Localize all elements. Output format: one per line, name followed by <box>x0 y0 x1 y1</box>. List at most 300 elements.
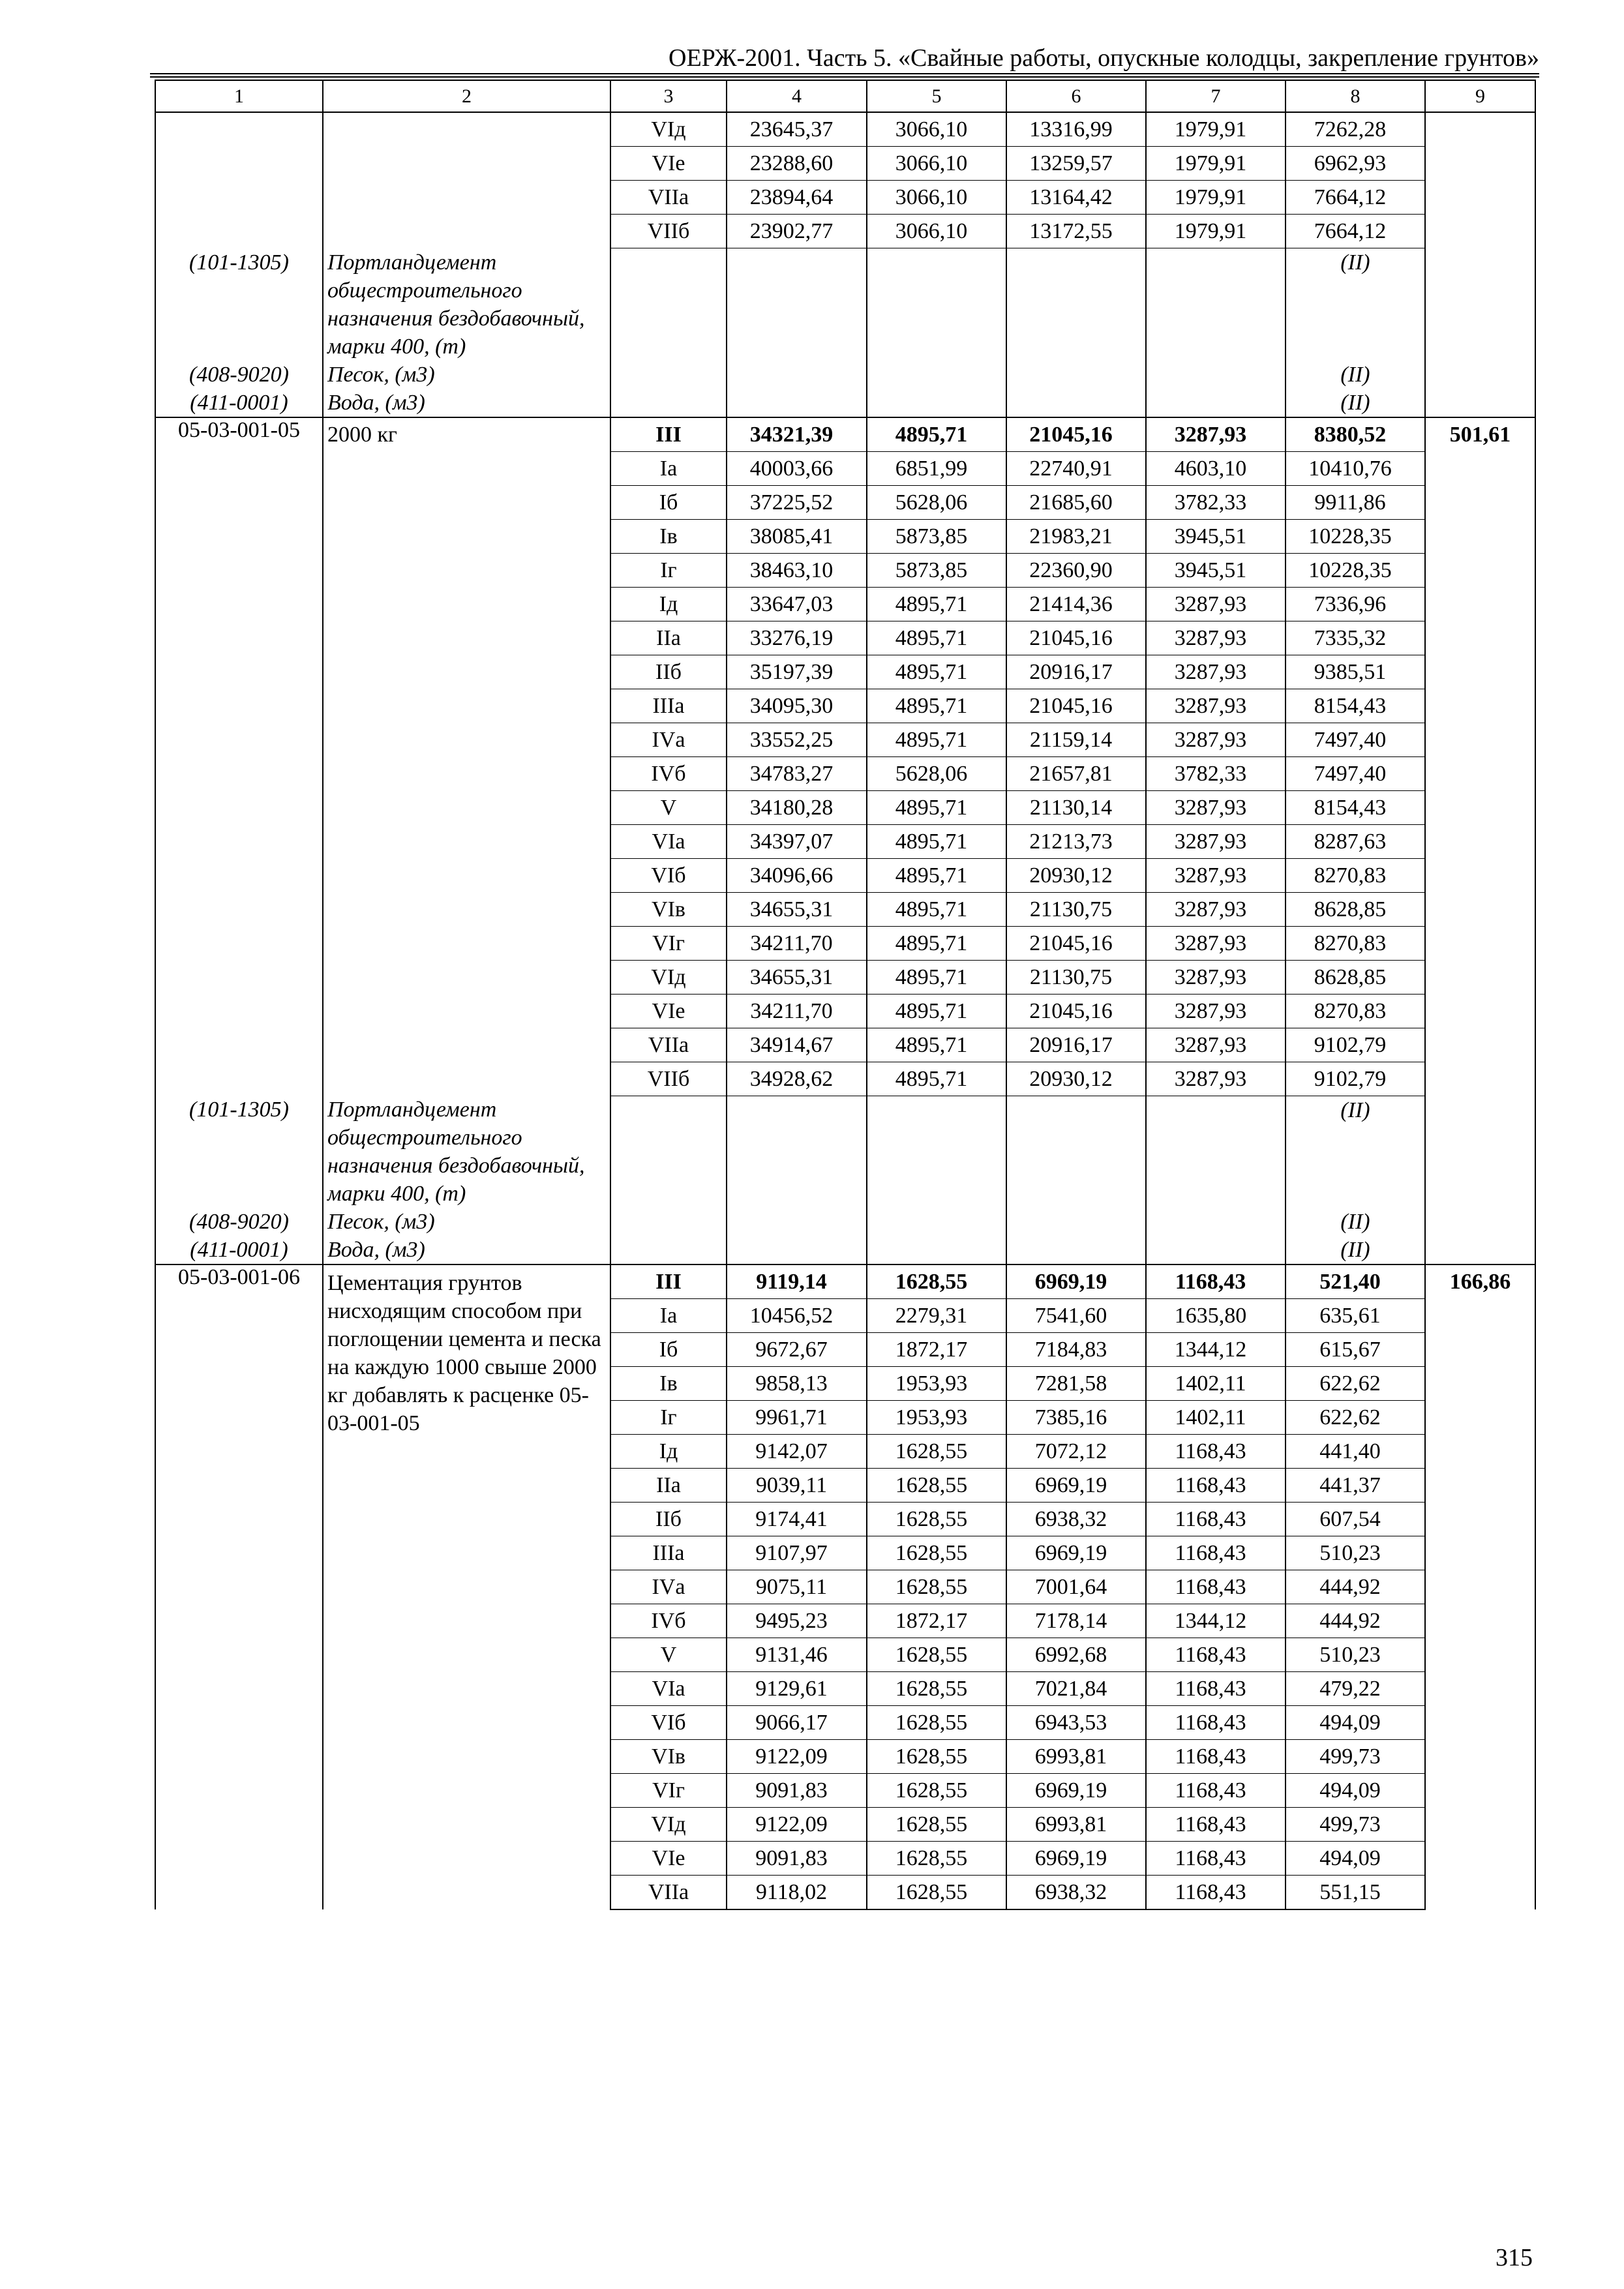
zone-class: Iд <box>610 587 727 621</box>
cell-value: 3287,93 <box>1146 723 1286 756</box>
cell-value: 8628,85 <box>1286 892 1425 926</box>
empty-cell <box>1146 389 1286 417</box>
cell-value: 21045,16 <box>1006 621 1146 655</box>
resource-class: (II) <box>1286 361 1425 389</box>
cell-value: 23902,77 <box>727 215 867 248</box>
cell-value: 3287,93 <box>1146 655 1286 689</box>
resource-row <box>155 389 1535 417</box>
cell-value: 7664,12 <box>1286 181 1425 215</box>
cell-value: 4895,71 <box>867 723 1006 756</box>
cell-value: 7184,83 <box>1006 1333 1146 1367</box>
zone-class: IVа <box>610 723 727 756</box>
rates-table <box>155 80 1536 1910</box>
cell-value: 1168,43 <box>1146 1706 1286 1740</box>
header-rule <box>150 73 1539 74</box>
cell-value: 6938,32 <box>1006 1503 1146 1536</box>
cell-value: 3287,93 <box>1146 858 1286 892</box>
cell-value: 1168,43 <box>1146 1536 1286 1570</box>
cell-value: 1168,43 <box>1146 1570 1286 1604</box>
cell-value: 441,40 <box>1286 1435 1425 1469</box>
cell-value: 9129,61 <box>727 1672 867 1706</box>
zone-class: VIг <box>610 926 727 960</box>
empty-cell <box>1146 361 1286 389</box>
cell-value: 21130,75 <box>1006 960 1146 994</box>
cell-value: 33647,03 <box>727 587 867 621</box>
table-row <box>155 1264 1535 1299</box>
cell-value: 1628,55 <box>867 1808 1006 1842</box>
cell-value: 1402,11 <box>1146 1367 1286 1401</box>
zone-class: VIв <box>610 1740 727 1774</box>
resource-class: (II) <box>1286 1096 1425 1208</box>
cell-value: 1628,55 <box>867 1706 1006 1740</box>
empty-cell <box>1006 389 1146 417</box>
cell-value: 20916,17 <box>1006 1028 1146 1062</box>
cell-value: 34211,70 <box>727 994 867 1028</box>
cell-value: 6993,81 <box>1006 1740 1146 1774</box>
zone-class: VIа <box>610 1672 727 1706</box>
cell-value: 6969,19 <box>1006 1536 1146 1570</box>
cell-value: 4895,71 <box>867 417 1006 452</box>
cell-value: 4895,71 <box>867 858 1006 892</box>
zone-class: Iв <box>610 519 727 553</box>
zone-class: VIIа <box>610 1876 727 1910</box>
cell-value: 10410,76 <box>1286 451 1425 485</box>
cell-value: 6969,19 <box>1006 1469 1146 1503</box>
rate-code: 05-03-001-05 <box>155 417 323 1096</box>
zone-class: VIд <box>610 960 727 994</box>
header-rule-second <box>150 76 1539 78</box>
cell-value: 1979,91 <box>1146 147 1286 181</box>
empty-cell <box>610 1236 727 1264</box>
zone-class: VIIа <box>610 1028 727 1062</box>
cell-value: 4895,71 <box>867 926 1006 960</box>
column-header: 3 <box>610 80 727 112</box>
cell-value: 444,92 <box>1286 1570 1425 1604</box>
cell-value: 9102,79 <box>1286 1028 1425 1062</box>
cell-value: 3945,51 <box>1146 519 1286 553</box>
cell-value: 13259,57 <box>1006 147 1146 181</box>
cell-value: 21130,75 <box>1006 892 1146 926</box>
zone-class: IVб <box>610 1604 727 1638</box>
empty-cell <box>610 361 727 389</box>
cell-value: 1402,11 <box>1146 1401 1286 1435</box>
column-header: 8 <box>1286 80 1425 112</box>
cell-value: 1628,55 <box>867 1774 1006 1808</box>
cell-value: 34397,07 <box>727 824 867 858</box>
cell-value: 9858,13 <box>727 1367 867 1401</box>
cell-value: 4895,71 <box>867 655 1006 689</box>
cell-value: 3287,93 <box>1146 1028 1286 1062</box>
resource-code: (408-9020) <box>155 361 323 389</box>
empty-cell <box>867 1236 1006 1264</box>
cell-value: 10228,35 <box>1286 519 1425 553</box>
cell-value: 615,67 <box>1286 1333 1425 1367</box>
cell-value: 4895,71 <box>867 689 1006 723</box>
rate-description: 2000 кг <box>323 417 610 1096</box>
cell-value: 1628,55 <box>867 1740 1006 1774</box>
cell-value: 1168,43 <box>1146 1774 1286 1808</box>
cell-value: 6851,99 <box>867 451 1006 485</box>
zone-class: VIа <box>610 824 727 858</box>
cell-value: 20916,17 <box>1006 655 1146 689</box>
cell-value: 7497,40 <box>1286 723 1425 756</box>
cell-value: 1628,55 <box>867 1570 1006 1604</box>
cell-value: 4895,71 <box>867 892 1006 926</box>
empty-cell <box>727 1236 867 1264</box>
zone-class: Iб <box>610 1333 727 1367</box>
cell-value: 9961,71 <box>727 1401 867 1435</box>
cell-value: 38463,10 <box>727 553 867 587</box>
zone-class: VIб <box>610 858 727 892</box>
cell-value: 7001,64 <box>1006 1570 1146 1604</box>
cell-value: 1628,55 <box>867 1264 1006 1299</box>
column-header-row <box>155 80 1535 112</box>
cell-value: 1168,43 <box>1146 1740 1286 1774</box>
cell-value: 6938,32 <box>1006 1876 1146 1910</box>
cell-value: 9672,67 <box>727 1333 867 1367</box>
labor-cost: 501,61 <box>1425 417 1535 1265</box>
cell-value: 4895,71 <box>867 790 1006 824</box>
table-row <box>155 417 1535 452</box>
cell-value: 10228,35 <box>1286 553 1425 587</box>
rate-description: Цементация грунтов нисходящим способом при поглощении цемента и песка на каждую 1000 свыше 2000 кг добавлять к расценке 05-03-001-05 <box>323 1264 610 1909</box>
resource-code: (411-0001) <box>155 389 323 417</box>
cell-value: 3287,93 <box>1146 689 1286 723</box>
cell-value: 5873,85 <box>867 519 1006 553</box>
cell-value: 21657,81 <box>1006 756 1146 790</box>
empty-cell <box>727 1208 867 1236</box>
zone-class: Iг <box>610 1401 727 1435</box>
cell-value: 9039,11 <box>727 1469 867 1503</box>
cell-value: 21045,16 <box>1006 689 1146 723</box>
cell-value: 7178,14 <box>1006 1604 1146 1638</box>
cell-value: 6992,68 <box>1006 1638 1146 1672</box>
cell-value: 521,40 <box>1286 1264 1425 1299</box>
zone-class: VIIа <box>610 181 727 215</box>
cell-value: 35197,39 <box>727 655 867 689</box>
cell-value: 21983,21 <box>1006 519 1146 553</box>
empty-cell <box>1006 248 1146 361</box>
cell-value: 3945,51 <box>1146 553 1286 587</box>
cell-value: 21159,14 <box>1006 723 1146 756</box>
cell-value: 9911,86 <box>1286 485 1425 519</box>
cell-value: 1872,17 <box>867 1604 1006 1638</box>
cell-value: 1168,43 <box>1146 1876 1286 1910</box>
zone-class: IIIа <box>610 1536 727 1570</box>
cell-value: 1628,55 <box>867 1842 1006 1876</box>
cell-value: 21213,73 <box>1006 824 1146 858</box>
cell-value: 1168,43 <box>1146 1469 1286 1503</box>
cell-value: 3287,93 <box>1146 994 1286 1028</box>
cell-value: 4895,71 <box>867 824 1006 858</box>
rate-code: 05-03-001-06 <box>155 1264 323 1909</box>
cell-value: 494,09 <box>1286 1842 1425 1876</box>
zone-class: VIб <box>610 1706 727 1740</box>
cell-value: 1168,43 <box>1146 1264 1286 1299</box>
zone-class: Iд <box>610 1435 727 1469</box>
cell-value: 21685,60 <box>1006 485 1146 519</box>
cell-value: 22740,91 <box>1006 451 1146 485</box>
cell-value: 23645,37 <box>727 112 867 147</box>
cell-value: 1168,43 <box>1146 1808 1286 1842</box>
zone-class: Iа <box>610 1299 727 1333</box>
zone-class: Iг <box>610 553 727 587</box>
table-row <box>155 112 1535 147</box>
cell-value: 1628,55 <box>867 1435 1006 1469</box>
column-header: 6 <box>1006 80 1146 112</box>
cell-value: 7497,40 <box>1286 756 1425 790</box>
cell-value: 33276,19 <box>727 621 867 655</box>
cell-value: 9131,46 <box>727 1638 867 1672</box>
cell-value: 607,54 <box>1286 1503 1425 1536</box>
cell-value: 7021,84 <box>1006 1672 1146 1706</box>
zone-class: IIб <box>610 655 727 689</box>
cell-value: 4895,71 <box>867 1062 1006 1096</box>
cell-value: 3287,93 <box>1146 960 1286 994</box>
empty-cell <box>610 248 727 361</box>
resource-row <box>155 361 1535 389</box>
cell-value: 34211,70 <box>727 926 867 960</box>
cell-value: 34095,30 <box>727 689 867 723</box>
cell-value: 3287,93 <box>1146 824 1286 858</box>
cell-value: 21130,14 <box>1006 790 1146 824</box>
zone-class: III <box>610 1264 727 1299</box>
cell-value: 6969,19 <box>1006 1264 1146 1299</box>
cell-value: 9385,51 <box>1286 655 1425 689</box>
zone-class: Iб <box>610 485 727 519</box>
resource-code: (411-0001) <box>155 1236 323 1264</box>
cell-value: 1628,55 <box>867 1876 1006 1910</box>
resource-name: Песок, (м3) <box>323 1208 610 1236</box>
empty-cell <box>1146 1236 1286 1264</box>
empty-cell <box>867 1096 1006 1208</box>
empty-cell <box>727 248 867 361</box>
cell-value: 8270,83 <box>1286 858 1425 892</box>
zone-class: VIе <box>610 1842 727 1876</box>
cell-value: 510,23 <box>1286 1536 1425 1570</box>
zone-class: IIб <box>610 1503 727 1536</box>
cell-value: 1953,93 <box>867 1401 1006 1435</box>
cell-value: 4603,10 <box>1146 451 1286 485</box>
cell-value: 34655,31 <box>727 960 867 994</box>
cell-value: 494,09 <box>1286 1774 1425 1808</box>
cell-value: 9118,02 <box>727 1876 867 1910</box>
cell-value: 1344,12 <box>1146 1604 1286 1638</box>
cell-value: 21045,16 <box>1006 417 1146 452</box>
cell-value: 3287,93 <box>1146 892 1286 926</box>
cell-value: 9075,11 <box>727 1570 867 1604</box>
cell-value: 8628,85 <box>1286 960 1425 994</box>
zone-class: IVб <box>610 756 727 790</box>
cell-value: 494,09 <box>1286 1706 1425 1740</box>
cell-value: 22360,90 <box>1006 553 1146 587</box>
cell-value: 8154,43 <box>1286 689 1425 723</box>
cell-value: 2279,31 <box>867 1299 1006 1333</box>
cell-value: 6943,53 <box>1006 1706 1146 1740</box>
empty-cell <box>867 389 1006 417</box>
cell-value: 1628,55 <box>867 1638 1006 1672</box>
cell-value: 34783,27 <box>727 756 867 790</box>
cell-value: 9107,97 <box>727 1536 867 1570</box>
empty-cell <box>610 1208 727 1236</box>
zone-class: VIд <box>610 1808 727 1842</box>
cell-value: 9495,23 <box>727 1604 867 1638</box>
cell-value: 9122,09 <box>727 1808 867 1842</box>
empty-cell <box>867 361 1006 389</box>
cell-value: 1168,43 <box>1146 1638 1286 1672</box>
resource-name: Вода, (м3) <box>323 389 610 417</box>
cell-value: 1344,12 <box>1146 1333 1286 1367</box>
zone-class: VIе <box>610 147 727 181</box>
cell-value: 1168,43 <box>1146 1842 1286 1876</box>
cell-value: 9174,41 <box>727 1503 867 1536</box>
empty-cell <box>727 1096 867 1208</box>
resource-class: (II) <box>1286 1208 1425 1236</box>
cell-value: 23894,64 <box>727 181 867 215</box>
resource-class: (II) <box>1286 1236 1425 1264</box>
column-header: 2 <box>323 80 610 112</box>
empty-cell <box>727 389 867 417</box>
empty-cell <box>1006 1096 1146 1208</box>
cell-value: 6969,19 <box>1006 1842 1146 1876</box>
cell-value: 21045,16 <box>1006 994 1146 1028</box>
page-number: 315 <box>1496 2244 1533 2271</box>
cell-value: 3287,93 <box>1146 417 1286 452</box>
cell-value: 441,37 <box>1286 1469 1425 1503</box>
zone-class: IVа <box>610 1570 727 1604</box>
cell-value: 1168,43 <box>1146 1435 1286 1469</box>
resource-name: Портландцемент общестроительного назначения бездобавочный, марки 400, (т) <box>323 1096 610 1208</box>
cell-value: 3066,10 <box>867 147 1006 181</box>
cell-value: 3287,93 <box>1146 926 1286 960</box>
cell-value: 1635,80 <box>1146 1299 1286 1333</box>
cell-value: 622,62 <box>1286 1401 1425 1435</box>
resource-code: (408-9020) <box>155 1208 323 1236</box>
column-header: 1 <box>155 80 323 112</box>
cell-value: 38085,41 <box>727 519 867 553</box>
cell-value: 5873,85 <box>867 553 1006 587</box>
cell-value: 8270,83 <box>1286 926 1425 960</box>
cell-value: 7335,32 <box>1286 621 1425 655</box>
cell-value: 9091,83 <box>727 1774 867 1808</box>
cell-value: 622,62 <box>1286 1367 1425 1401</box>
cell-value: 13164,42 <box>1006 181 1146 215</box>
cell-value: 1628,55 <box>867 1503 1006 1536</box>
empty-cell <box>610 1096 727 1208</box>
zone-class: IIа <box>610 1469 727 1503</box>
zone-class: VIв <box>610 892 727 926</box>
column-header: 5 <box>867 80 1006 112</box>
cell-value: 6969,19 <box>1006 1774 1146 1808</box>
labor-cost: 166,86 <box>1425 1264 1535 1909</box>
empty-cell <box>610 389 727 417</box>
zone-class: VIе <box>610 994 727 1028</box>
resource-row <box>155 1236 1535 1264</box>
resource-name: Портландцемент общестроительного назначения бездобавочный, марки 400, (т) <box>323 248 610 361</box>
cell-value: 34928,62 <box>727 1062 867 1096</box>
cell-value: 37225,52 <box>727 485 867 519</box>
cell-value: 8380,52 <box>1286 417 1425 452</box>
cell-value: 13172,55 <box>1006 215 1146 248</box>
resource-name: Вода, (м3) <box>323 1236 610 1264</box>
zone-class: VIIб <box>610 215 727 248</box>
cell-value: 9066,17 <box>727 1706 867 1740</box>
cell-value: 9142,07 <box>727 1435 867 1469</box>
cell-value: 635,61 <box>1286 1299 1425 1333</box>
cell-value: 1979,91 <box>1146 181 1286 215</box>
cell-value: 499,73 <box>1286 1740 1425 1774</box>
cell-value: 34655,31 <box>727 892 867 926</box>
cell-value: 7281,58 <box>1006 1367 1146 1401</box>
resource-class: (II) <box>1286 389 1425 417</box>
cell-value: 3782,33 <box>1146 756 1286 790</box>
empty-cell <box>1146 1208 1286 1236</box>
cell-value: 40003,66 <box>727 451 867 485</box>
cell-value: 34180,28 <box>727 790 867 824</box>
cell-value: 7385,16 <box>1006 1401 1146 1435</box>
cell-value: 3066,10 <box>867 112 1006 147</box>
column-header: 7 <box>1146 80 1286 112</box>
cell-value: 7664,12 <box>1286 215 1425 248</box>
cell-value: 1979,91 <box>1146 215 1286 248</box>
cell-value: 10456,52 <box>727 1299 867 1333</box>
empty-cell <box>1146 1096 1286 1208</box>
cell-value: 6962,93 <box>1286 147 1425 181</box>
cell-value: 3066,10 <box>867 181 1006 215</box>
zone-class: Iв <box>610 1367 727 1401</box>
cell-value: 8270,83 <box>1286 994 1425 1028</box>
column-header: 9 <box>1425 80 1535 112</box>
cell-value: 1628,55 <box>867 1672 1006 1706</box>
cell-value: 9119,14 <box>727 1264 867 1299</box>
resource-name: Песок, (м3) <box>323 361 610 389</box>
empty-desc-cell <box>323 112 610 248</box>
zone-class: IIIа <box>610 689 727 723</box>
cell-value: 20930,12 <box>1006 1062 1146 1096</box>
resource-code: (101-1305) <box>155 248 323 361</box>
cell-value: 23288,60 <box>727 147 867 181</box>
column-header: 4 <box>727 80 867 112</box>
resource-code: (101-1305) <box>155 1096 323 1208</box>
cell-value: 499,73 <box>1286 1808 1425 1842</box>
empty-cell <box>1006 1236 1146 1264</box>
resource-row <box>155 1096 1535 1208</box>
cell-value: 3287,93 <box>1146 587 1286 621</box>
resource-row <box>155 248 1535 361</box>
cell-value: 3287,93 <box>1146 621 1286 655</box>
cell-value: 34914,67 <box>727 1028 867 1062</box>
empty-cell <box>1006 361 1146 389</box>
cell-value: 4895,71 <box>867 994 1006 1028</box>
cell-value: 21414,36 <box>1006 587 1146 621</box>
cell-value: 1168,43 <box>1146 1503 1286 1536</box>
cell-value: 34096,66 <box>727 858 867 892</box>
cell-value: 1872,17 <box>867 1333 1006 1367</box>
resource-row <box>155 1208 1535 1236</box>
cell-value: 5628,06 <box>867 485 1006 519</box>
empty-cell <box>1146 248 1286 361</box>
cell-value: 3287,93 <box>1146 1062 1286 1096</box>
cell-value: 1628,55 <box>867 1536 1006 1570</box>
cell-value: 4895,71 <box>867 960 1006 994</box>
zone-class: Iа <box>610 451 727 485</box>
cell-value: 8154,43 <box>1286 790 1425 824</box>
zone-class: VIг <box>610 1774 727 1808</box>
cell-value: 1628,55 <box>867 1469 1006 1503</box>
zone-class: III <box>610 417 727 452</box>
cell-value: 4895,71 <box>867 587 1006 621</box>
cell-value: 21045,16 <box>1006 926 1146 960</box>
